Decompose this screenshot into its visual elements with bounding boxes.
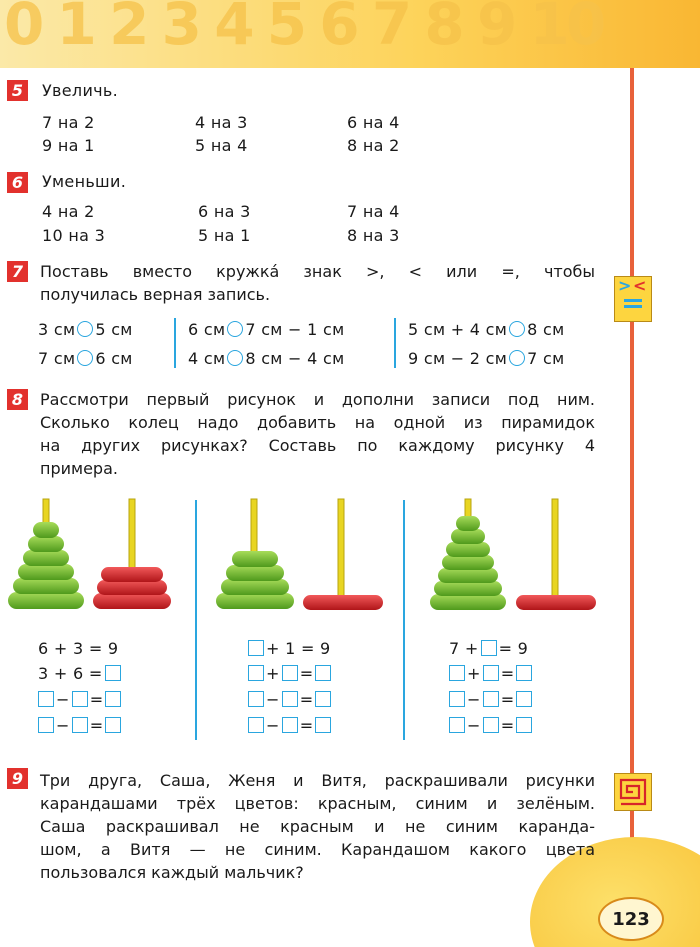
task-number-badge: 7 [7,261,28,282]
answer-box[interactable] [105,717,121,733]
task-text-line: Поставь вместо кружка́ знак >, < или =, чтобы [40,262,595,281]
equation: + = [447,664,534,683]
task-text-line: получилась верная запись. [40,285,271,304]
task-text-line: Рассмотри первый рисунок и дополни записи под ним. [40,390,595,409]
task-item: 9 на 1 [42,136,95,155]
answer-box[interactable] [282,717,298,733]
task-item: 7 на 2 [42,113,95,132]
equation: + = [246,664,333,683]
task-text-line: пользовался каждый мальчик? [40,863,304,882]
task-item: 8 на 2 [347,136,400,155]
banner-digits: 0 1 2 3 4 5 6 7 8 9 10 [4,0,603,58]
task-item: 4 на 2 [42,202,95,221]
answer-box[interactable] [483,691,499,707]
equation: + 1 = 9 [246,639,331,658]
answer-box[interactable] [481,640,497,656]
task-text-line: Саша раскрашивал не красным и не синим каранда- [40,817,595,836]
task-item: 5 на 1 [198,226,251,245]
task-text [40,769,595,884]
answer-box[interactable] [516,691,532,707]
compare-expression: 6 см 7 см − 1 см [188,320,345,339]
column-divider [394,318,396,368]
task-title: Уменьши. [42,172,127,191]
equation: − = [246,690,333,709]
answer-circle[interactable] [227,321,243,337]
equation: − = [447,716,534,735]
margin-line [630,68,634,888]
answer-box[interactable] [449,665,465,681]
equation: − = [246,716,333,735]
answer-box[interactable] [516,665,532,681]
green-pyramid [216,499,294,609]
task-text [40,260,595,306]
equation: − = [36,690,123,709]
answer-box[interactable] [248,717,264,733]
answer-box[interactable] [449,717,465,733]
task-item: 10 на 3 [42,226,106,245]
answer-box[interactable] [105,665,121,681]
compare-expression: 9 см − 2 см 7 см [408,349,565,368]
answer-box[interactable] [38,717,54,733]
column-divider [174,318,176,368]
task-number-badge: 8 [7,389,28,410]
task-item: 6 на 3 [198,202,251,221]
task-number-badge: 9 [7,768,28,789]
pyramids-illustration [0,495,700,625]
task-text [40,388,595,480]
answer-box[interactable] [483,717,499,733]
answer-box[interactable] [72,691,88,707]
red-pyramid [303,499,383,610]
green-pyramid [430,499,506,610]
answer-circle[interactable] [509,350,525,366]
answer-box[interactable] [282,691,298,707]
answer-box[interactable] [105,691,121,707]
answer-box[interactable] [248,665,264,681]
answer-circle[interactable] [77,321,93,337]
header-banner [0,0,700,68]
spiral-icon [614,773,652,811]
green-pyramid [8,499,84,609]
equation: 3 + 6 = [38,664,123,683]
answer-circle[interactable] [227,350,243,366]
compare-expression: 5 см + 4 см 8 см [408,320,565,339]
answer-box[interactable] [315,665,331,681]
answer-box[interactable] [72,717,88,733]
answer-box[interactable] [483,665,499,681]
task-text-line: примера. [40,459,118,478]
equation: − = [447,690,534,709]
task-title: Увеличь. [42,81,119,100]
equation: 6 + 3 = 9 [38,639,119,658]
task-text-line: Сколько колец надо добавить на одной из пирамидок [40,413,595,432]
red-pyramid [93,499,171,609]
answer-box[interactable] [282,665,298,681]
task-item: 8 на 3 [347,226,400,245]
equation: − = [36,716,123,735]
answer-box[interactable] [38,691,54,707]
task-text-line: на других рисунках? Составь по каждому рисунку 4 [40,436,595,455]
page-number: 123 [598,897,664,941]
task-item: 4 на 3 [195,113,248,132]
task-item: 7 на 4 [347,202,400,221]
answer-box[interactable] [248,640,264,656]
answer-circle[interactable] [509,321,525,337]
task-text-line: Три друга, Саша, Женя и Витя, раскрашивали рисунки [40,771,595,790]
answer-box[interactable] [248,691,264,707]
equation: 7 + = 9 [449,639,529,658]
answer-box[interactable] [449,691,465,707]
task-number-badge: 6 [7,172,28,193]
compare-signs-icon: > < [614,276,652,322]
task-number-badge: 5 [7,80,28,101]
answer-box[interactable] [516,717,532,733]
compare-expression: 4 см 8 см − 4 см [188,349,345,368]
compare-expression: 3 см 5 см [38,320,133,339]
answer-box[interactable] [315,717,331,733]
answer-circle[interactable] [77,350,93,366]
task-item: 5 на 4 [195,136,248,155]
task-text-line: шом, а Витя — не синим. Карандашом какого цвета [40,840,595,859]
red-pyramid [516,499,596,610]
task-item: 6 на 4 [347,113,400,132]
answer-box[interactable] [315,691,331,707]
task-text-line: карандашами трёх цветов: красным, синим и зелёным. [40,794,595,813]
compare-expression: 7 см 6 см [38,349,133,368]
